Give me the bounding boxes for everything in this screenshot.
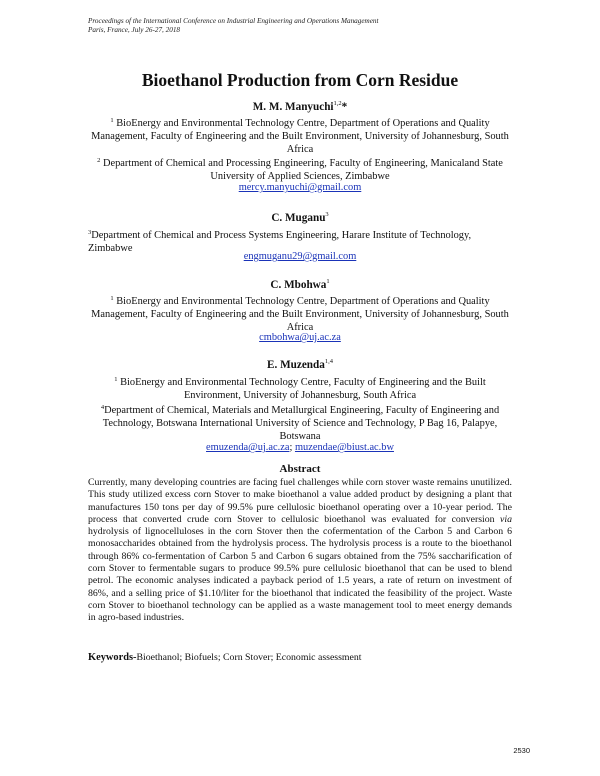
proceedings-header xyxy=(88,17,379,35)
header-line-2: Paris, France, July 26-27, 2018 xyxy=(88,26,181,34)
email-block xyxy=(0,332,600,343)
page-number: 2530 xyxy=(513,746,530,755)
affiliation: $^1$ BioEnergy and Environmental Technology Centre, Department of Operations and Quality Management, Faculty of Engineering and the Built Environment, University of Johannesburg, South Africa xyxy=(91,117,509,155)
affiliation: $^1$ BioEnergy and Environmental Technology Centre, Faculty of Engineering and the Built Environment, University of Johannesburg, South Africa xyxy=(114,376,486,401)
author-name: C. Muganu$^3$ xyxy=(271,211,329,224)
header-line-1: Proceedings of the International Conference on Industrial Engineering and Operations Management xyxy=(88,17,379,25)
keywords xyxy=(88,652,512,663)
affiliation: $^2$ Department of Chemical and Processing Engineering, Faculty of Engineering, Manicaland State University of Applied Sciences, Zimbabwe xyxy=(97,157,503,182)
author-name: E. Muzenda$^{1,4}$ xyxy=(267,358,333,371)
keywords-label: Keywords- xyxy=(88,652,137,663)
keywords-text: Bioethanol; Biofuels; Corn Stover; Economic assessment xyxy=(136,652,362,663)
email-block xyxy=(0,251,600,262)
author-name: M. M. Manyuchi$^{1,2}$* xyxy=(252,100,348,113)
email-link[interactable]: cmbohwa@uj.ac.za xyxy=(259,332,341,343)
email-block xyxy=(0,182,600,193)
email-link[interactable]: muzendae@biust.ac.bw xyxy=(294,442,394,453)
paper-title: Bioethanol Production from Corn Residue xyxy=(141,70,459,90)
affiliation: $^4$Department of Chemical, Materials and Metallurgical Engineering, Faculty of Engineering and Technology, Botswana International University of Science and Technology, P Bag 16, Palapye, Botswana xyxy=(100,404,500,442)
author-name: C. Mbohwa$^1$ xyxy=(270,278,330,291)
abstract-heading: Abstract xyxy=(279,463,321,475)
email-link[interactable]: engmuganu29@gmail.com xyxy=(243,251,357,262)
affiliation: $^3$Department of Chemical and Process Systems Engineering, Harare Institute of Technology, Zimbabwe xyxy=(88,229,472,254)
affiliation: $^1$ BioEnergy and Environmental Technology Centre, Department of Operations and Quality Management, Faculty of Engineering and the Built Environment, University of Johannesburg, South Africa xyxy=(91,295,509,333)
email-link[interactable]: emuzenda@uj.ac.za xyxy=(206,442,290,453)
email-block: emuzenda@uj.ac.za; muzendae@biust.ac.bw xyxy=(206,442,394,453)
abstract-body: Currently, many developing countries are facing fuel challenges while corn stover waste remains unutilized. This study utilized excess corn Stover to make bioethanol a value added product by designing a plant that manufactures 150 tons per day of 99.5% pure cellulosic bioethanol operating over a 10-year period. The process that converted crude corn Stover to cellulosic bioethanol was evaluated for conversion via hydrolysis of lignocelluloses in the corn Stover then the cofermentation of the Carbon 5 and Carbon 6 monosaccharides obtained from the hydrolysis process. The hydrolysis process is a route to the bioethanol through 86% co-fermentation of Carbon 5 and Carbon 6 sugars obtained from the 75% saccharification of corn Stover to fermentable sugars to produce 99.5% pure cellulosic bioethanol that can be used to blend petrol. The economic analyses indicated a payback period of 1.5 years, a rate of return on investment of 86%, and a selling price of $1.10/liter for the bioethanol that indicated the feasibility of the project. Waste corn Stover to bioethanol technology can be applied as a waste management tool to meet energy demands in agro-based industries. xyxy=(88,477,512,624)
email-link[interactable]: mercy.manyuchi@gmail.com xyxy=(238,182,362,193)
